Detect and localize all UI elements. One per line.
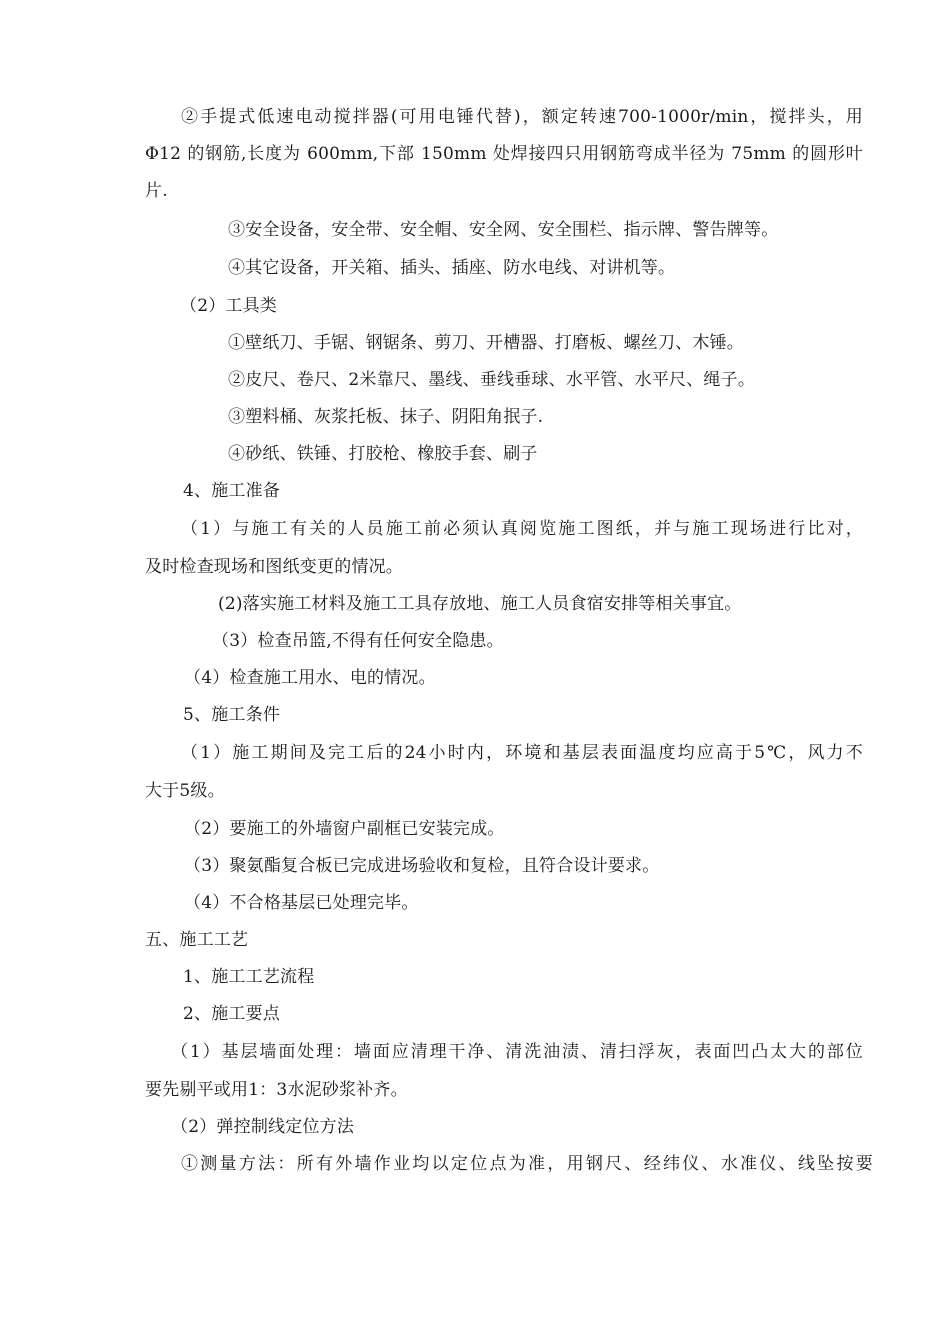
text-line: （3）聚氨酯复合板已完成进场验收和复检，且符合设计要求。 <box>184 856 660 876</box>
text-line: （4）检查施工用水、电的情况。 <box>184 668 436 688</box>
text-line: 大于5级。 <box>145 781 225 801</box>
text-line: ④砂纸、铁锤、打胶枪、橡胶手套、刷子 <box>228 444 538 464</box>
section-heading: （2）工具类 <box>180 296 278 316</box>
text-line: 要先剔平或用1：3水泥砂浆补齐。 <box>145 1080 408 1100</box>
text-line: Φ12 的钢筋,长度为 600mm,下部 150mm 处焊接四只用钢筋弯成半径为 75mm 的圆形叶 <box>145 144 863 164</box>
text-line: ③安全设备，安全带、安全帽、安全网、安全围栏、指示牌、警告牌等。 <box>228 220 779 240</box>
text-line: 及时检查现场和图纸变更的情况。 <box>145 557 403 577</box>
text-line: ②手提式低速电动搅拌器(可用电锤代替)，额定转速700-1000r/min，搅拌头，用 <box>181 107 863 127</box>
text-line: （4）不合格基层已处理完毕。 <box>184 893 419 913</box>
section-heading: 5、施工条件 <box>183 705 281 725</box>
text-line: ①壁纸刀、手锯、钢锯条、剪刀、开槽器、打磨板、螺丝刀、木锤。 <box>228 333 744 353</box>
chapter-heading: 五、施工工艺 <box>145 930 249 950</box>
text-line: ④其它设备，开关箱、插头、插座、防水电线、对讲机等。 <box>228 258 676 278</box>
text-line: ③塑料桶、灰浆托板、抹子、阴阳角抿子. <box>228 407 544 427</box>
text-line: （3）检查吊篮,不得有任何安全隐患。 <box>212 631 504 651</box>
text-line: (2)落实施工材料及施工工具存放地、施工人员食宿安排等相关事宜。 <box>218 594 742 614</box>
text-line: （2）要施工的外墙窗户副框已安装完成。 <box>184 819 505 839</box>
text-line: ②皮尺、卷尺、2米靠尺、墨线、垂线垂球、水平管、水平尺、绳子。 <box>228 370 756 390</box>
section-heading: 1、施工工艺流程 <box>183 967 315 987</box>
text-line: 片. <box>145 181 168 201</box>
text-line: ①测量方法：所有外墙作业均以定位点为准，用钢尺、经纬仪、水准仪、线坠按要 <box>181 1154 873 1174</box>
text-line: （2）弹控制线定位方法 <box>171 1117 355 1137</box>
text-line: （1）施工期间及完工后的24小时内，环境和基层表面温度均应高于5℃，风力不 <box>181 743 863 763</box>
section-heading: 2、施工要点 <box>183 1004 281 1024</box>
text-line: （1）基层墙面处理：墙面应清理干净、清洗油渍、清扫浮灰，表面凹凸太大的部位 <box>171 1042 863 1062</box>
text-line: （1）与施工有关的人员施工前必须认真阅览施工图纸，并与施工现场进行比对， <box>181 519 863 539</box>
section-heading: 4、施工准备 <box>183 481 281 501</box>
